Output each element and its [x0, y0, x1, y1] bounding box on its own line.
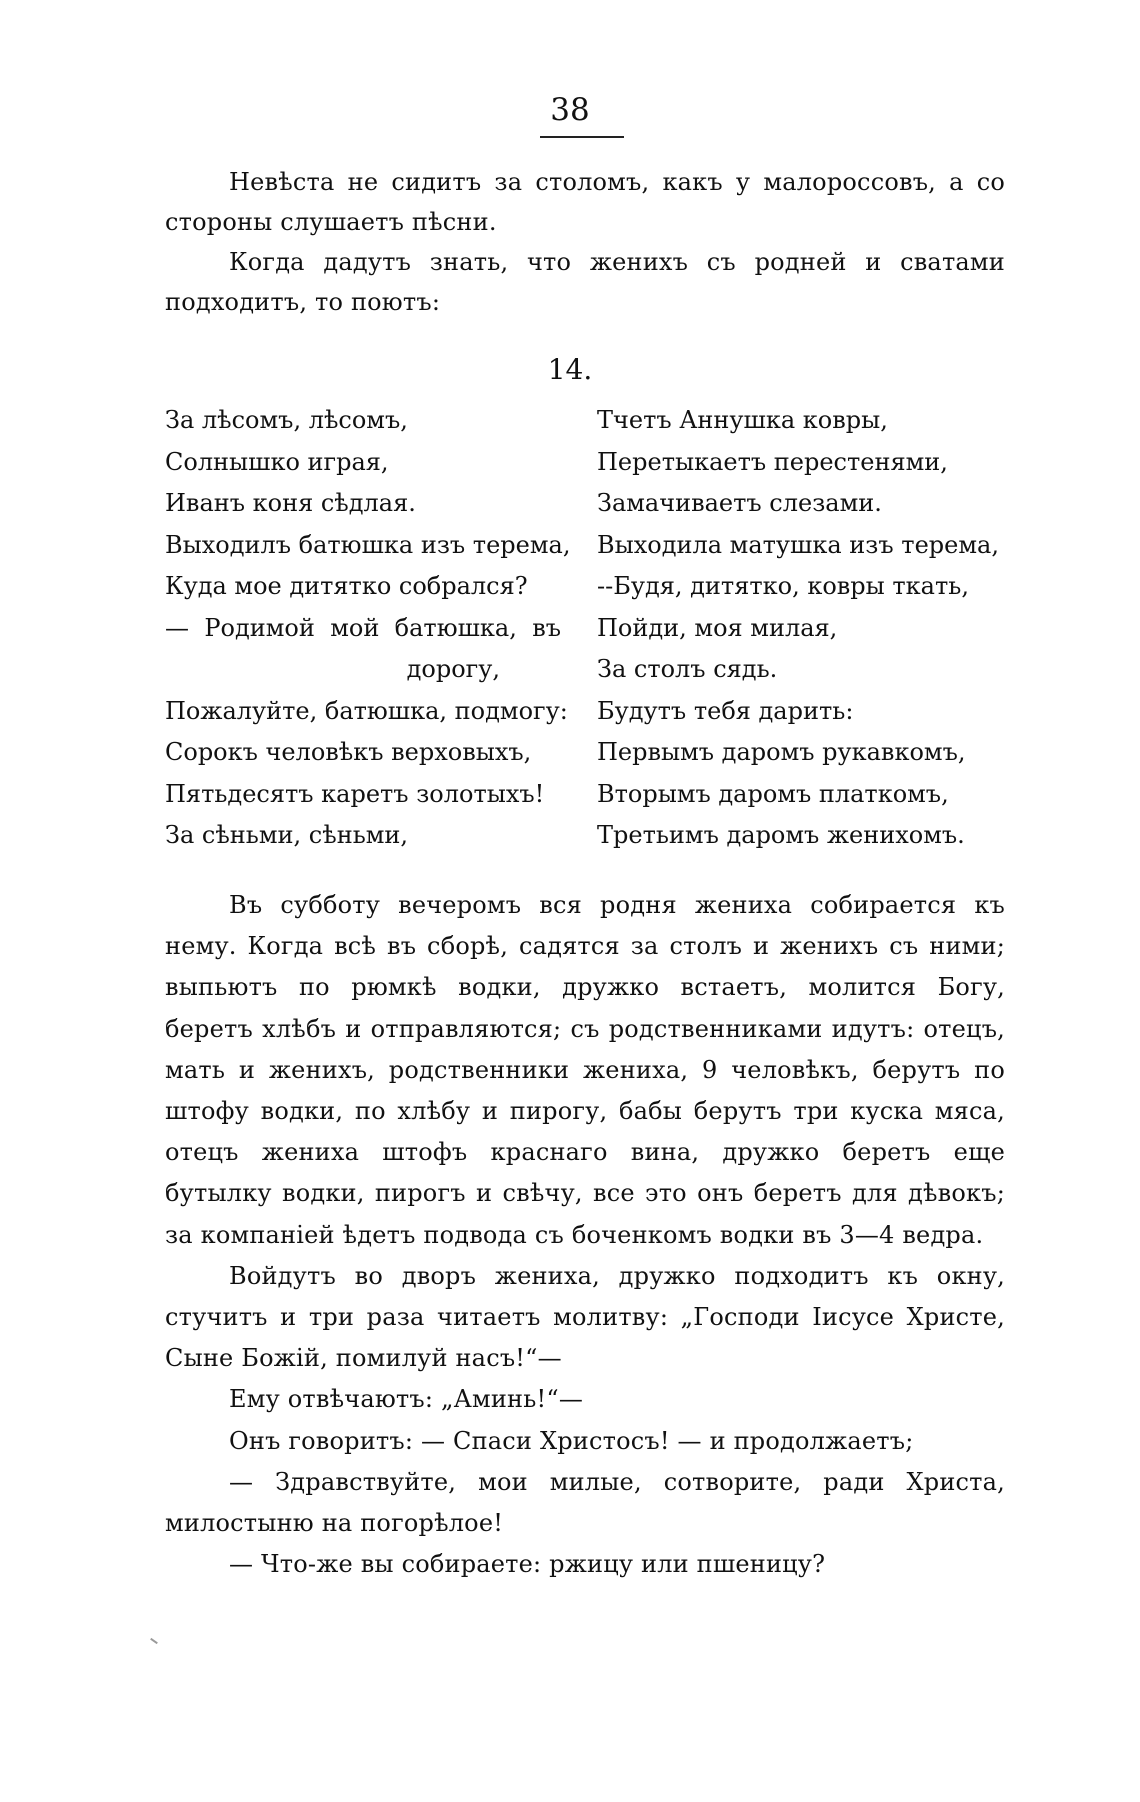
song-left-column — [165, 400, 585, 857]
paragraph: — Что-же вы собираете: ржицу или пшеницу? — [229, 1550, 826, 1579]
paragraph: Ему отвѣчаютъ: „Аминь!“— — [229, 1385, 584, 1414]
verse-line: Пожалуйте, батюшка, подмогу: — [165, 696, 568, 725]
verse-line: Выходила матушка изъ терема, — [597, 530, 999, 559]
verse-line: Будутъ тебя дарить: — [597, 696, 854, 725]
verse-line: Пойди, моя милая, — [597, 613, 838, 642]
verse-line: --Будя, дитятко, ковры ткать, — [597, 572, 969, 600]
intro-text — [165, 162, 1005, 322]
paragraph: Въ субботу вечеромъ вся родня жениха собирается къ нему. Когда всѣ въ сборѣ, садятся за столъ и женихъ съ ними; выпьютъ по рюмкѣ водки, дружко встаетъ, молится Богу, беретъ хлѣбъ и отправляются; съ родственниками идутъ: отецъ, мать и женихъ, родственники жениха, 9 человѣкъ, берутъ по штофу водки, по хлѣбу и пирогу, бабы берутъ три куска мяса, отецъ жениха штофъ краснаго вина, дружко беретъ еще бутылку водки, пирогъ и свѣчу, все это онъ беретъ для дѣвокъ; за компаніей ѣдетъ подвода съ боченкомъ водки въ 3—4 ведра. — [165, 891, 1005, 1249]
paragraph: Войдутъ во дворъ жениха, дружко подходитъ къ окну, стучитъ и три раза читаетъ молитву: „Господи Іисусе Христе, Сыне Божій, помилуй насъ!“— — [165, 1261, 1005, 1373]
song-number: 14. — [547, 353, 593, 386]
paragraph: Невѣста не сидитъ за столомъ, какъ у малороссовъ, а со стороны слушаетъ пѣсни. — [165, 168, 1005, 236]
verse-line: Пятьдесятъ каретъ золотыхъ! — [165, 779, 545, 808]
verse-line: Перетыкаетъ перестенями, — [597, 447, 948, 476]
verse-line: За сѣньми, сѣньми, — [165, 821, 409, 849]
verse-line: Вторымъ даромъ платкомъ, — [597, 779, 949, 808]
page-number-rule — [540, 136, 624, 138]
verse-line: Замачиваетъ слезами. — [597, 489, 882, 517]
verse-line: Куда мое дитятко собрался? — [165, 572, 528, 600]
verse-line: За лѣсомъ, лѣсомъ, — [165, 406, 408, 434]
print-speck — [150, 1638, 158, 1644]
paragraph: Когда дадутъ знать, что женихъ съ родней и сватами подходитъ, то поютъ: — [165, 248, 1005, 316]
song-right-column — [597, 400, 1017, 857]
page-number: 38 — [550, 92, 590, 128]
verse-line: Первымъ даромъ рукавкомъ, — [597, 738, 966, 766]
main-text — [165, 885, 1005, 1585]
verse-line: Сорокъ человѣкъ верховыхъ, — [165, 738, 532, 766]
verse-line-continuation: дорогу, — [406, 655, 500, 683]
verse-line: — Родимой мой батюшка, въ — [165, 613, 561, 642]
paragraph: — Здравствуйте, мои милые, сотворите, ради Христа, милостыню на погорѣлое! — [165, 1467, 1005, 1538]
verse-line: Тчетъ Аннушка ковры, — [597, 406, 888, 434]
verse-line: Иванъ коня сѣдлая. — [165, 489, 416, 517]
verse-line: За столъ сядь. — [597, 655, 778, 683]
paragraph: Онъ говоритъ: — Спаси Христосъ! — и продолжаетъ; — [229, 1426, 914, 1455]
verse-line: Выходилъ батюшка изъ терема, — [165, 530, 571, 559]
verse-line: Третьимъ даромъ женихомъ. — [597, 821, 965, 849]
verse-line: Солнышко играя, — [165, 447, 389, 476]
